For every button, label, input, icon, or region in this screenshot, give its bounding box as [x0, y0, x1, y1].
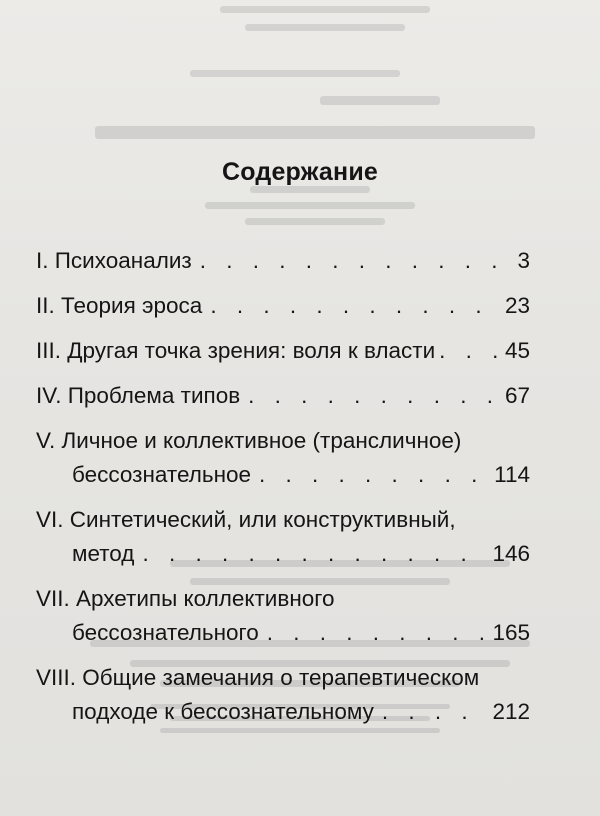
dot-leader	[382, 695, 487, 729]
toc-entry-8[interactable]	[36, 661, 530, 729]
toc-entry-5[interactable]	[36, 424, 530, 492]
toc-entry-title: VIII. Общие замечания о терапевтическом	[36, 665, 480, 690]
toc-page-number: 45	[504, 338, 530, 363]
dot-leader	[439, 334, 501, 368]
toc-entry-title-cont: подходе к бессознательному	[72, 699, 374, 724]
toc-entry-6[interactable]	[36, 503, 530, 571]
table-of-contents	[36, 244, 530, 740]
toc-page-number: 146	[492, 541, 530, 566]
dot-leader	[267, 616, 487, 650]
toc-entry-4[interactable]	[36, 379, 530, 413]
toc-entry-title: IV. Проблема типов	[36, 383, 241, 408]
toc-entry-title: II. Теория эроса	[36, 293, 203, 318]
toc-page-number: 212	[492, 699, 530, 724]
toc-entry-title: VI. Синтетический, или конструктивный,	[36, 507, 456, 532]
toc-entry-title-cont: бессознательного	[72, 620, 259, 645]
toc-entry-7[interactable]	[36, 582, 530, 650]
toc-entry-title: I. Психоанализ	[36, 248, 192, 273]
dot-leader	[259, 458, 488, 492]
dot-leader	[210, 289, 499, 323]
dot-leader	[200, 244, 512, 278]
dot-leader	[248, 379, 499, 413]
dot-leader	[142, 537, 486, 571]
toc-page-number: 3	[517, 248, 530, 273]
toc-entry-title: V. Личное и коллективное (транcличное)	[36, 428, 462, 453]
page-title: Содержание	[221, 158, 379, 186]
toc-entry-2[interactable]	[36, 289, 530, 323]
toc-entry-title: III. Другая точка зрения: воля к власти	[36, 338, 436, 363]
toc-entry-title-cont: бессознательное	[72, 462, 252, 487]
toc-page-number: 165	[492, 620, 530, 645]
toc-entry-1[interactable]	[36, 244, 530, 278]
toc-page-number: 114	[494, 462, 530, 487]
toc-page-number: 67	[504, 383, 530, 408]
toc-page-number: 23	[504, 293, 530, 318]
toc-entry-3[interactable]	[36, 334, 530, 368]
toc-entry-title-cont: метод	[72, 541, 135, 566]
toc-entry-title: VII. Архетипы коллективного	[36, 586, 335, 611]
